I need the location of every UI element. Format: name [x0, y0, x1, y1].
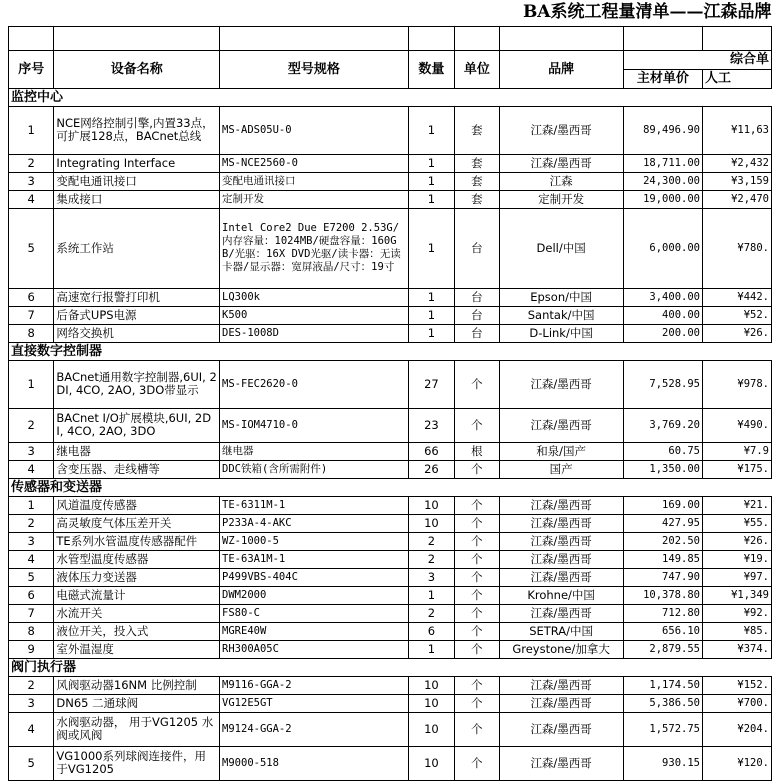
cell-no: 7	[9, 604, 54, 622]
cell-labor: ¥442.	[702, 288, 771, 306]
cell-model: DWM2000	[220, 586, 409, 604]
section-header-row	[9, 658, 772, 676]
cell-qty: 1	[408, 324, 454, 342]
cell-main-price: 1,572.75	[623, 712, 702, 746]
cell-labor: ¥11,63	[702, 106, 771, 154]
cell-labor: ¥1,349	[702, 586, 771, 604]
cell-unit: 个	[455, 514, 499, 532]
table-row	[9, 586, 772, 604]
cell-model: Intel Core2 Due E7200 2.53G/内存容量：1024MB/硬盘容量：160GB/光驱：16X DVD光驱/读卡器：无读卡器/显示器：宽屏液晶/尺寸：19寸	[220, 208, 409, 288]
cell-no: 5	[9, 568, 54, 586]
cell-no: 2	[9, 514, 54, 532]
cell-no: 4	[9, 190, 54, 208]
cell-no: 8	[9, 324, 54, 342]
cell-main-price: 3,769.20	[623, 408, 702, 442]
cell-unit: 个	[455, 360, 499, 408]
cell-no: 1	[9, 106, 54, 154]
cell-unit: 台	[455, 306, 499, 324]
cell-name: 风阀驱动器16NM 比例控制	[54, 676, 220, 694]
cell-unit: 个	[455, 496, 499, 514]
table-row	[9, 190, 772, 208]
cell-brand: SETRA/中国	[499, 622, 623, 640]
cell-qty: 1	[408, 640, 454, 658]
section-title: 阀门执行器	[9, 658, 772, 676]
section-title: 传感器和变送器	[9, 478, 772, 496]
cell-main-price: 7,528.95	[623, 360, 702, 408]
cell-name: 网络交换机	[54, 324, 220, 342]
header-no: 序号	[9, 50, 54, 88]
cell-qty: 1	[408, 190, 454, 208]
cell-main-price: 89,496.90	[623, 106, 702, 154]
cell-unit: 套	[455, 190, 499, 208]
cell-unit: 个	[455, 694, 499, 712]
cell-no: 6	[9, 586, 54, 604]
cell-labor: ¥204.	[702, 712, 771, 746]
cell-qty: 1	[408, 172, 454, 190]
cell-name: TE系列水管温度传感器配件	[54, 532, 220, 550]
cell-model: 变配电通讯接口	[220, 172, 409, 190]
cell-name: 水流开关	[54, 604, 220, 622]
cell-name: 变配电通讯接口	[54, 172, 220, 190]
cell-brand: 江森/墨西哥	[499, 746, 623, 780]
sheet-title: BA系统工程量清单——江森品牌	[522, 2, 772, 23]
cell-main-price: 24,300.00	[623, 172, 702, 190]
header-labor: 人工	[702, 69, 771, 88]
table-row	[9, 640, 772, 658]
cell-qty: 10	[408, 514, 454, 532]
cell-brand: 江森/墨西哥	[499, 106, 623, 154]
header-model: 型号规格	[220, 50, 409, 88]
cell-main-price: 202.50	[623, 532, 702, 550]
cell-labor: ¥26.	[702, 532, 771, 550]
table-row	[9, 568, 772, 586]
cell-main-price: 930.15	[623, 746, 702, 780]
quantity-list-table	[8, 0, 772, 781]
cell-model: 继电器	[220, 442, 409, 460]
cell-main-price: 3,400.00	[623, 288, 702, 306]
cell-name: 水管型温度传感器	[54, 550, 220, 568]
cell-labor: ¥780.	[702, 208, 771, 288]
cell-no: 3	[9, 442, 54, 460]
cell-no: 9	[9, 640, 54, 658]
cell-unit: 个	[455, 604, 499, 622]
cell-name: 电磁式流量计	[54, 586, 220, 604]
cell-main-price: 1,350.00	[623, 460, 702, 478]
table-row	[9, 208, 772, 288]
cell-model: TE-63A1M-1	[220, 550, 409, 568]
cell-unit: 根	[455, 442, 499, 460]
cell-name: 高速宽行报警打印机	[54, 288, 220, 306]
cell-brand: 江森/墨西哥	[499, 496, 623, 514]
cell-unit: 套	[455, 172, 499, 190]
cell-qty: 10	[408, 676, 454, 694]
cell-main-price: 1,174.50	[623, 676, 702, 694]
cell-model: DES-1008D	[220, 324, 409, 342]
cell-brand: 江森/墨西哥	[499, 604, 623, 622]
cell-no: 3	[9, 694, 54, 712]
cell-model: P233A-4-AKC	[220, 514, 409, 532]
cell-brand: 江森/墨西哥	[499, 712, 623, 746]
cell-model: WZ-1000-5	[220, 532, 409, 550]
cell-model: MS-FEC2620-0	[220, 360, 409, 408]
cell-brand: D-Link/中国	[499, 324, 623, 342]
cell-model: P499VBS-404C	[220, 568, 409, 586]
cell-brand: 江森/墨西哥	[499, 532, 623, 550]
cell-brand: Santak/中国	[499, 306, 623, 324]
cell-no: 5	[9, 746, 54, 780]
cell-no: 4	[9, 550, 54, 568]
table-row	[9, 460, 772, 478]
cell-labor: ¥52.	[702, 306, 771, 324]
cell-brand: 江森	[499, 172, 623, 190]
cell-qty: 26	[408, 460, 454, 478]
cell-main-price: 656.10	[623, 622, 702, 640]
table-row	[9, 106, 772, 154]
cell-model: VG12E5GT	[220, 694, 409, 712]
cell-model: 定制开发	[220, 190, 409, 208]
cell-name: 水阀驱动器， 用于VG1205 水阀或风阀	[54, 712, 220, 746]
header-qty: 数量	[408, 50, 454, 88]
cell-labor: ¥3,159	[702, 172, 771, 190]
cell-labor: ¥2,432	[702, 154, 771, 172]
cell-labor: ¥97.	[702, 568, 771, 586]
cell-qty: 1	[408, 306, 454, 324]
cell-brand: 江森/墨西哥	[499, 514, 623, 532]
cell-main-price: 10,378.80	[623, 586, 702, 604]
cell-no: 3	[9, 532, 54, 550]
cell-no: 2	[9, 154, 54, 172]
cell-unit: 套	[455, 106, 499, 154]
cell-model: M9116-GGA-2	[220, 676, 409, 694]
cell-labor: ¥55.	[702, 514, 771, 532]
cell-brand: Epson/中国	[499, 288, 623, 306]
cell-model: TE-6311M-1	[220, 496, 409, 514]
cell-no: 3	[9, 172, 54, 190]
cell-labor: ¥21.	[702, 496, 771, 514]
cell-unit: 个	[455, 640, 499, 658]
cell-name: 风道温度传感器	[54, 496, 220, 514]
table-row	[9, 694, 772, 712]
table-row	[9, 154, 772, 172]
cell-unit: 个	[455, 746, 499, 780]
cell-unit: 台	[455, 208, 499, 288]
cell-qty: 10	[408, 746, 454, 780]
cell-main-price: 6,000.00	[623, 208, 702, 288]
cell-main-price: 712.80	[623, 604, 702, 622]
cell-labor: ¥2,470	[702, 190, 771, 208]
cell-name: Integrating Interface	[54, 154, 220, 172]
cell-brand: 定制开发	[499, 190, 623, 208]
table-row	[9, 306, 772, 324]
section-title: 直接数字控制器	[9, 342, 772, 360]
cell-name: 继电器	[54, 442, 220, 460]
cell-name: DN65 二通球阀	[54, 694, 220, 712]
table-row	[9, 442, 772, 460]
cell-brand: 江森/墨西哥	[499, 550, 623, 568]
cell-main-price: 169.00	[623, 496, 702, 514]
cell-main-price: 747.90	[623, 568, 702, 586]
table-row	[9, 550, 772, 568]
cell-qty: 2	[408, 604, 454, 622]
cell-model: M9124-GGA-2	[220, 712, 409, 746]
cell-model: MGRE40W	[220, 622, 409, 640]
table-row	[9, 408, 772, 442]
cell-labor: ¥152.	[702, 676, 771, 694]
cell-main-price: 427.95	[623, 514, 702, 532]
cell-unit: 个	[455, 568, 499, 586]
cell-model: MS-ADS05U-0	[220, 106, 409, 154]
cell-model: M9000-518	[220, 746, 409, 780]
cell-brand: 江森/墨西哥	[499, 360, 623, 408]
cell-qty: 6	[408, 622, 454, 640]
cell-labor: ¥92.	[702, 604, 771, 622]
cell-no: 6	[9, 288, 54, 306]
cell-qty: 27	[408, 360, 454, 408]
cell-main-price: 149.85	[623, 550, 702, 568]
cell-qty: 1	[408, 208, 454, 288]
cell-unit: 台	[455, 288, 499, 306]
cell-model: MS-NCE2560-0	[220, 154, 409, 172]
cell-brand: Krohne/中国	[499, 586, 623, 604]
cell-main-price: 60.75	[623, 442, 702, 460]
cell-brand: 国产	[499, 460, 623, 478]
cell-qty: 1	[408, 106, 454, 154]
section-header-row	[9, 88, 772, 106]
header-main-price: 主材单价	[623, 69, 702, 88]
cell-qty: 10	[408, 496, 454, 514]
table-row	[9, 172, 772, 190]
cell-unit: 个	[455, 550, 499, 568]
cell-name: 液体压力变送器	[54, 568, 220, 586]
cell-qty: 2	[408, 532, 454, 550]
cell-qty: 1	[408, 586, 454, 604]
cell-no: 1	[9, 360, 54, 408]
table-row	[9, 288, 772, 306]
cell-qty: 1	[408, 154, 454, 172]
cell-labor: ¥978.	[702, 360, 771, 408]
cell-labor: ¥19.	[702, 550, 771, 568]
cell-no: 4	[9, 712, 54, 746]
cell-name: BACnet通用数字控制器,6UI, 2DI, 4CO, 2AO, 3DO带显示	[54, 360, 220, 408]
table-row	[9, 360, 772, 408]
cell-name: 高灵敏度气体压差开关	[54, 514, 220, 532]
header-unit: 单位	[455, 50, 499, 88]
cell-brand: 江森/墨西哥	[499, 676, 623, 694]
cell-name: BACnet I/O扩展模块,6UI, 2DI, 4CO, 2AO, 3DO	[54, 408, 220, 442]
cell-labor: ¥26.	[702, 324, 771, 342]
section-title: 监控中心	[9, 88, 772, 106]
header-row-1	[9, 50, 772, 69]
cell-main-price: 2,879.55	[623, 640, 702, 658]
cell-qty: 3	[408, 568, 454, 586]
cell-name: 系统工作站	[54, 208, 220, 288]
cell-model: FS80-C	[220, 604, 409, 622]
cell-qty: 10	[408, 712, 454, 746]
cell-no: 2	[9, 676, 54, 694]
cell-qty: 23	[408, 408, 454, 442]
table-row	[9, 496, 772, 514]
table-row	[9, 676, 772, 694]
cell-main-price: 400.00	[623, 306, 702, 324]
cell-labor: ¥490.	[702, 408, 771, 442]
cell-labor: ¥120.	[702, 746, 771, 780]
header-brand: 品牌	[499, 50, 623, 88]
cell-main-price: 5,386.50	[623, 694, 702, 712]
cell-unit: 个	[455, 712, 499, 746]
table-row	[9, 324, 772, 342]
cell-unit: 套	[455, 154, 499, 172]
cell-name: VG1000系列球阀连接件，用于VG1205	[54, 746, 220, 780]
cell-model: DDC铁箱(含所需附件)	[220, 460, 409, 478]
cell-no: 4	[9, 460, 54, 478]
cell-name: 集成接口	[54, 190, 220, 208]
cell-model: LQ300k	[220, 288, 409, 306]
section-header-row	[9, 342, 772, 360]
cell-name: 室外温湿度	[54, 640, 220, 658]
cell-brand: 江森/墨西哥	[499, 408, 623, 442]
cell-labor: ¥85.	[702, 622, 771, 640]
spacer-row	[9, 26, 772, 50]
table-row	[9, 514, 772, 532]
cell-brand: 江森/墨西哥	[499, 694, 623, 712]
cell-unit: 个	[455, 622, 499, 640]
cell-labor: ¥7.9	[702, 442, 771, 460]
cell-no: 2	[9, 408, 54, 442]
cell-qty: 10	[408, 694, 454, 712]
cell-no: 5	[9, 208, 54, 288]
cell-labor: ¥374.	[702, 640, 771, 658]
cell-model: MS-IOM4710-0	[220, 408, 409, 442]
cell-no: 8	[9, 622, 54, 640]
cell-brand: 和泉/国产	[499, 442, 623, 460]
cell-qty: 2	[408, 550, 454, 568]
cell-name: 后备式UPS电源	[54, 306, 220, 324]
cell-name: NCE网络控制引擎,内置33点，可扩展128点，BACnet总线	[54, 106, 220, 154]
cell-labor: ¥175.	[702, 460, 771, 478]
table-row	[9, 746, 772, 780]
header-name: 设备名称	[54, 50, 220, 88]
cell-brand: 江森/墨西哥	[499, 568, 623, 586]
cell-name: 液位开关，投入式	[54, 622, 220, 640]
cell-unit: 个	[455, 408, 499, 442]
table-row	[9, 712, 772, 746]
cell-brand: Greystone/加拿大	[499, 640, 623, 658]
table-row	[9, 622, 772, 640]
cell-labor: ¥700.	[702, 694, 771, 712]
cell-brand: 江森/墨西哥	[499, 154, 623, 172]
cell-model: RH300A05C	[220, 640, 409, 658]
cell-unit: 个	[455, 460, 499, 478]
cell-name: 含变压器、走线槽等	[54, 460, 220, 478]
cell-main-price: 18,711.00	[623, 154, 702, 172]
cell-brand: Dell/中国	[499, 208, 623, 288]
table-row	[9, 604, 772, 622]
header-composite: 综合单	[623, 50, 771, 69]
cell-main-price: 19,000.00	[623, 190, 702, 208]
cell-unit: 台	[455, 324, 499, 342]
table-row	[9, 532, 772, 550]
cell-unit: 个	[455, 586, 499, 604]
cell-main-price: 200.00	[623, 324, 702, 342]
cell-no: 7	[9, 306, 54, 324]
cell-unit: 个	[455, 532, 499, 550]
cell-unit: 个	[455, 676, 499, 694]
title-row	[9, 0, 772, 26]
cell-no: 1	[9, 496, 54, 514]
cell-model: K500	[220, 306, 409, 324]
cell-qty: 66	[408, 442, 454, 460]
section-header-row	[9, 478, 772, 496]
cell-qty: 1	[408, 288, 454, 306]
